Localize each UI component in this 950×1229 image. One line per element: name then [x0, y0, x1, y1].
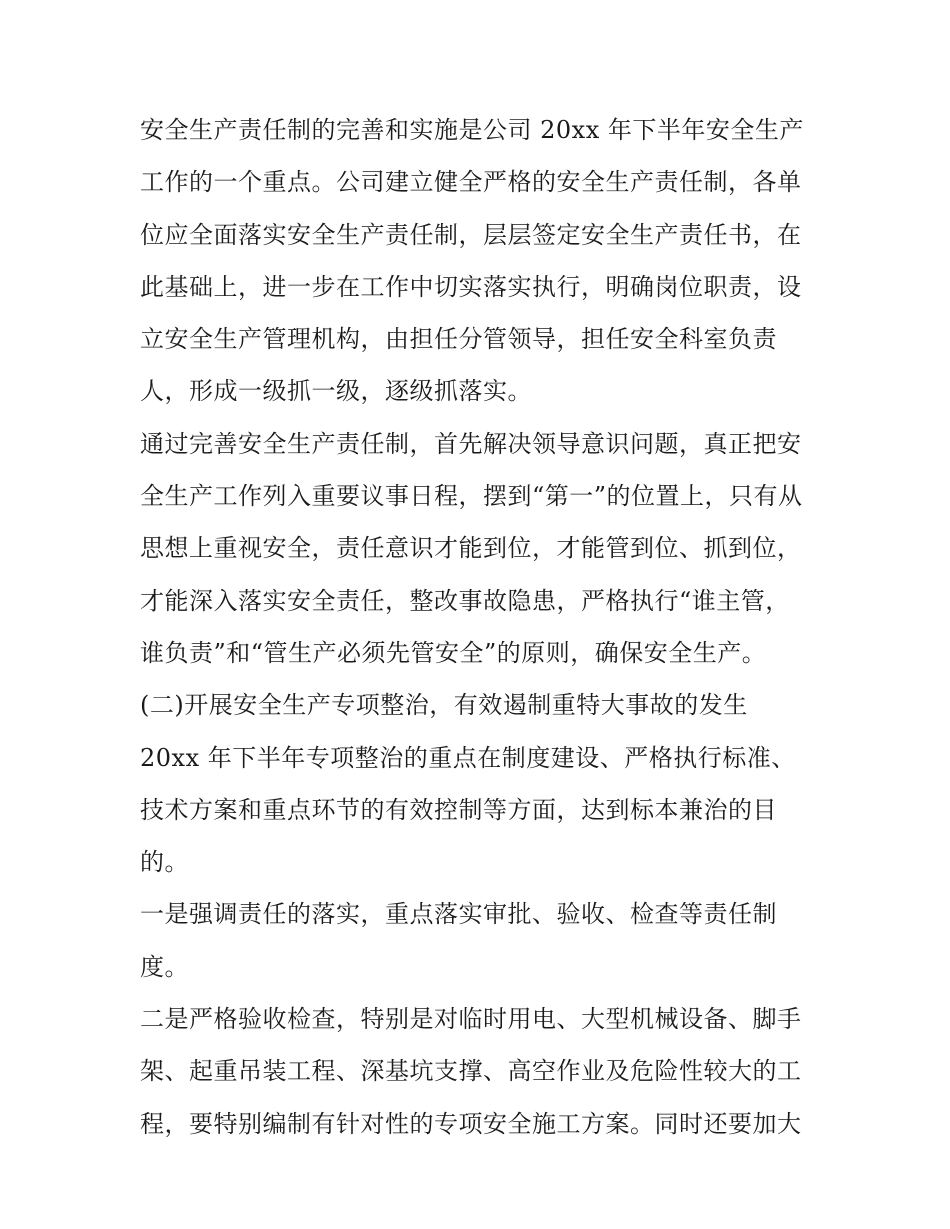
text-line: 度。	[140, 952, 189, 981]
text-line: 二是严格验收检查，特别是对临时用电、大型机械设备、脚手	[140, 1005, 802, 1034]
text-line: 才能深入落实安全责任，整改事故隐患，严格执行“谁主管，	[140, 586, 790, 615]
text-line: 全生产工作列入重要议事日程，摆到“第一”的位置上，只有从	[140, 482, 803, 511]
text-line: 立安全生产管理机构，由担任分管领导，担任安全科室负责	[140, 325, 777, 354]
text-line: 程，要特别编制有针对性的专项安全施工方案。同时还要加大	[140, 1109, 802, 1138]
text-line: 架、起重吊装工程、深基坑支撑、高空作业及危险性较大的工	[140, 1057, 802, 1086]
text-line: 位应全面落实安全生产责任制，层层签定安全生产责任书，在	[140, 220, 802, 249]
text-line: 一是强调责任的落实，重点落实审批、验收、检查等责任制	[140, 900, 777, 929]
section-heading: (二)开展安全生产专项整治，有效遏制重特大事故的发生	[140, 691, 748, 720]
text-line: 技术方案和重点环节的有效控制等方面，达到标本兼治的目	[140, 795, 777, 824]
text-line: 20xx 年下半年专项整治的重点在制度建设、严格执行标准、	[140, 743, 796, 772]
text-line: 谁负责”和“管生产必须先管安全”的原则，确保安全生产。	[140, 638, 767, 667]
text-line: 的。	[140, 848, 189, 877]
text-line: 人，形成一级抓一级，逐级抓落实。	[140, 377, 532, 406]
text-line: 工作的一个重点。公司建立健全严格的安全生产责任制，各单	[140, 168, 802, 197]
text-line: 思想上重视安全，责任意识才能到位，才能管到位、抓到位，	[140, 534, 802, 563]
text-line: 此基础上，进一步在工作中切实落实执行，明确岗位职责，设	[140, 272, 802, 301]
text-line: 安全生产责任制的完善和实施是公司 20xx 年下半年安全生产	[140, 116, 804, 144]
document-body	[140, 104, 830, 1150]
text-line: 通过完善安全生产责任制，首先解决领导意识问题，真正把安	[140, 429, 802, 458]
